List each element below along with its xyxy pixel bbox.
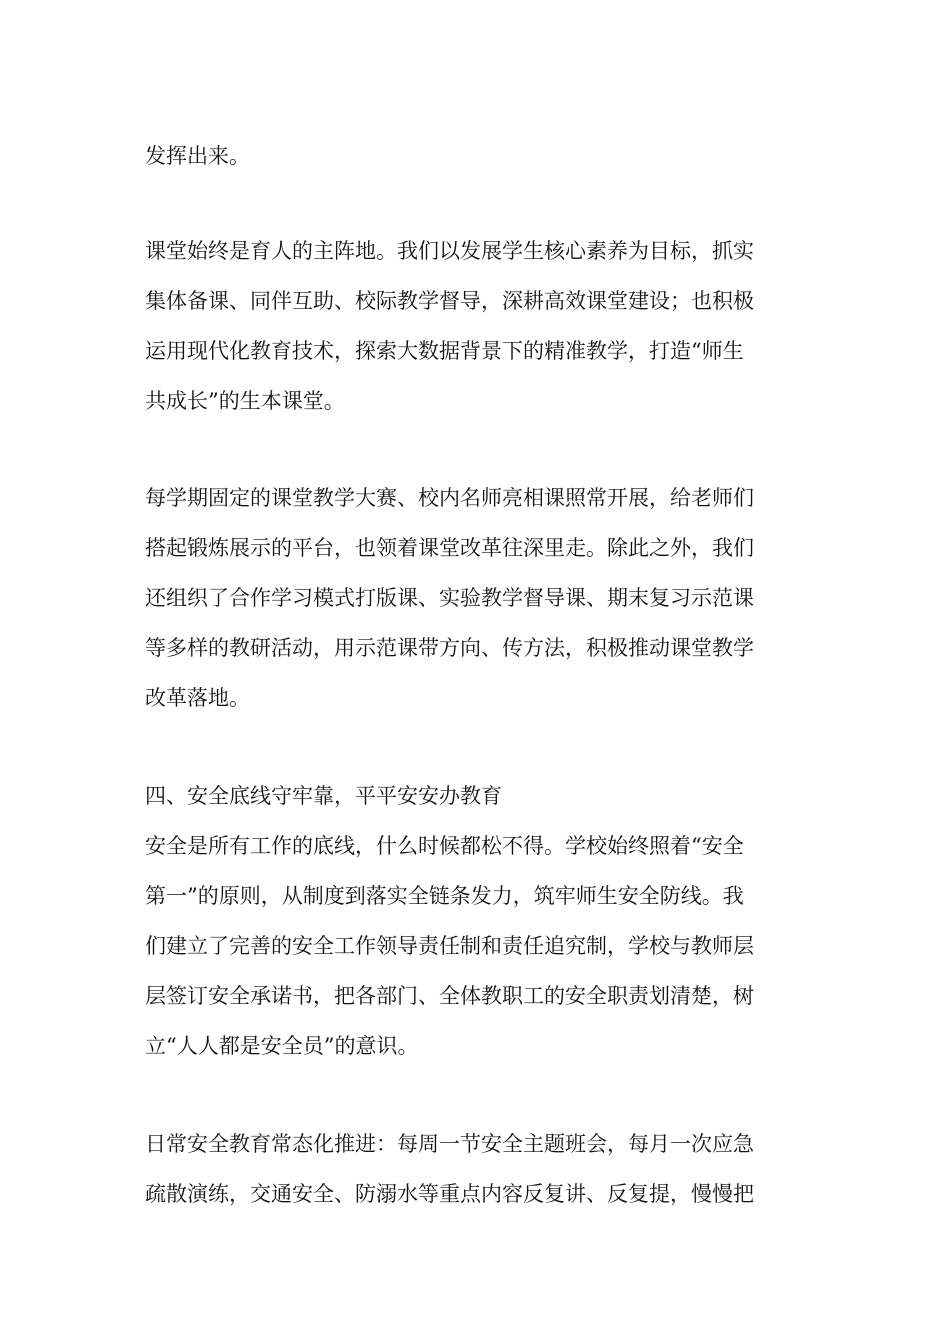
section-heading: 四、安全底线守牢靠，平平安安办教育	[145, 784, 502, 808]
paragraph-5-line-1: 日常安全教育常态化推进：每周一节安全主题班会，每月一次应急	[145, 1132, 754, 1156]
paragraph-5-line-2: 疏散演练，交通安全、防溺水等重点内容反复讲、反复提，慢慢把	[145, 1182, 754, 1206]
paragraph-3-line-5: 改革落地。	[145, 686, 250, 710]
paragraph-4-line-4: 层签订安全承诺书，把各部门、全体教职工的安全职责划清楚，树	[145, 984, 754, 1008]
paragraph-3-line-4: 等多样的教研活动，用示范课带方向、传方法，积极推动课堂教学	[145, 636, 754, 660]
paragraph-2-line-2: 集体备课、同伴互助、校际教学督导，深耕高效课堂建设；也积极	[145, 289, 754, 313]
paragraph-3-line-1: 每学期固定的课堂教学大赛、校内名师亮相课照常开展，给老师们	[145, 486, 754, 510]
paragraph-4-line-3: 们建立了完善的安全工作领导责任制和责任追究制，学校与教师层	[145, 934, 754, 958]
paragraph-3-line-3: 还组织了合作学习模式打版课、实验教学督导课、期末复习示范课	[145, 586, 754, 610]
paragraph-4-line-1: 安全是所有工作的底线，什么时候都松不得。学校始终照着“安全	[145, 834, 744, 858]
paragraph-1-line-1: 发挥出来。	[145, 144, 250, 168]
paragraph-4-line-2: 第一”的原则，从制度到落实全链条发力，筑牢师生安全防线。我	[145, 884, 744, 908]
paragraph-2-line-3: 运用现代化教育技术，探索大数据背景下的精准教学，打造“师生	[145, 339, 744, 363]
paragraph-2-line-4: 共成长”的生本课堂。	[145, 389, 345, 413]
paragraph-2-line-1: 课堂始终是育人的主阵地。我们以发展学生核心素养为目标，抓实	[145, 239, 754, 263]
paragraph-3-line-2: 搭起锻炼展示的平台，也领着课堂改革往深里走。除此之外，我们	[145, 536, 754, 560]
paragraph-4-line-5: 立“人人都是安全员”的意识。	[145, 1034, 419, 1058]
